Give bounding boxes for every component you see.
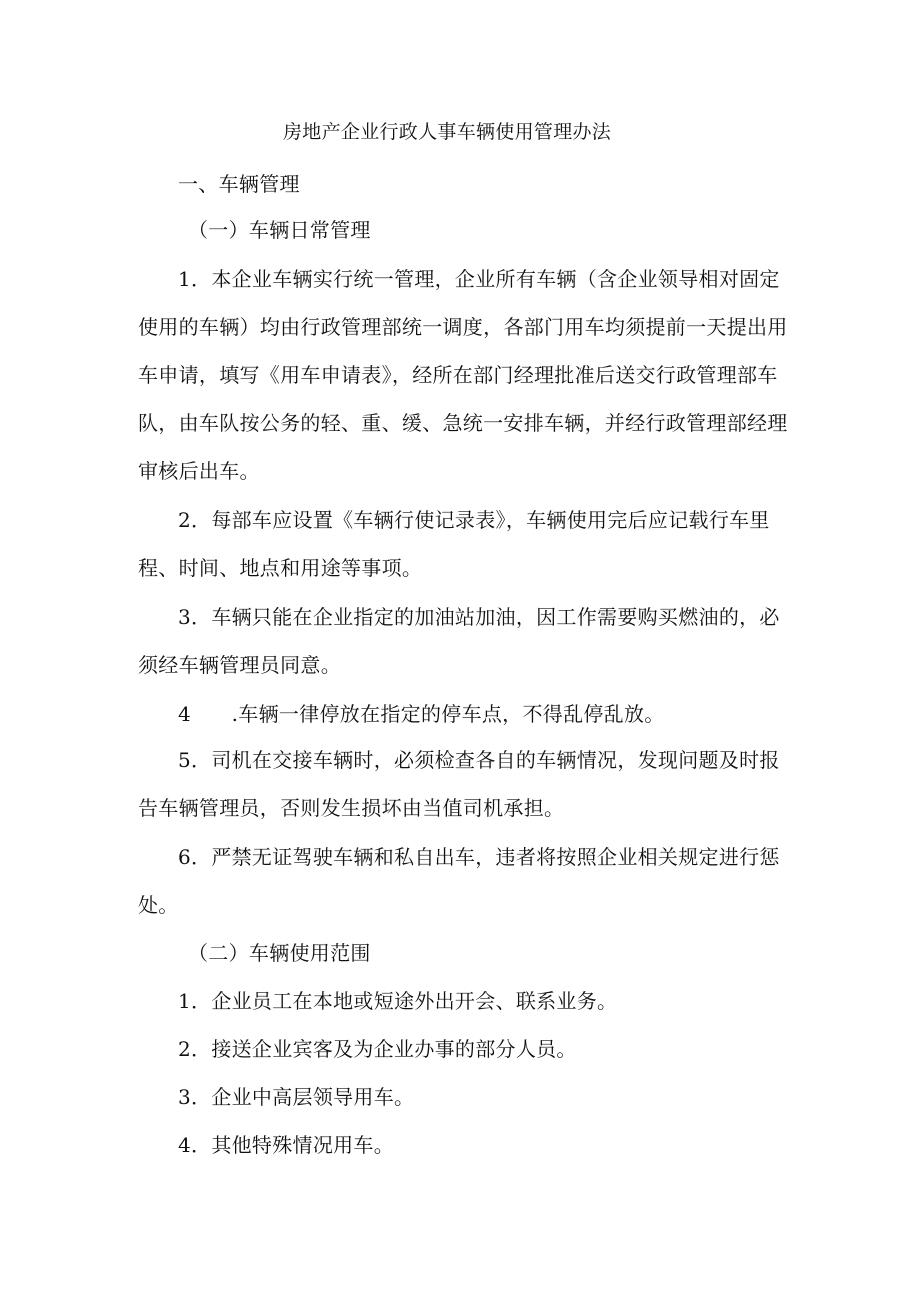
paragraph-line: 车申请，填写《用车申请表》，经所在部门经理批准后送交行政管理部车 xyxy=(138,363,778,387)
paragraph-line: 处。 xyxy=(138,893,179,917)
paragraph-line: 队，由车队按公务的轻、重、缓、急统一安排车辆，并经行政管理部经理 xyxy=(138,411,788,435)
paragraph-line: 3．车辆只能在企业指定的加油站加油，因工作需要购买燃油的，必 xyxy=(178,605,780,629)
list-item: 4．其他特殊情况用车。 xyxy=(178,1133,395,1157)
paragraph-line: 程、时间、地点和用途等事项。 xyxy=(138,556,423,580)
section-heading-vehicle-management: 一、车辆管理 xyxy=(178,172,300,196)
subsection-heading-usage-scope: （二）车辆使用范围 xyxy=(188,941,371,965)
paragraph-line: 2．每部车应设置《车辆行使记录表》，车辆使用完后应记载行车里 xyxy=(178,508,770,532)
paragraph-line: 5．司机在交接车辆时，必须检查各自的车辆情况，发现问题及时报 xyxy=(178,748,780,772)
paragraph-line: 审核后出车。 xyxy=(138,459,260,483)
paragraph-line: 6．严禁无证驾驶车辆和私自出车，违者将按照企业相关规定进行惩 xyxy=(178,845,780,869)
paragraph-line: 4 .车辆一律停放在指定的停车点，不得乱停乱放。 xyxy=(178,702,665,726)
paragraph-line: 使用的车辆）均由行政管理部统一调度，各部门用车均须提前一天提出用 xyxy=(138,315,788,339)
paragraph-line: 须经车辆管理员同意。 xyxy=(138,653,341,677)
paragraph-line: 告车辆管理员，否则发生损坏由当值司机承担。 xyxy=(138,796,565,820)
list-item: 1．企业员工在本地或短途外出开会、联系业务。 xyxy=(178,989,618,1013)
list-item: 2．接送企业宾客及为企业办事的部分人员。 xyxy=(178,1037,577,1061)
list-item: 3．企业中高层领导用车。 xyxy=(178,1085,415,1109)
subsection-heading-daily-management: （一）车辆日常管理 xyxy=(188,218,371,242)
paragraph-line: 1．本企业车辆实行统一管理，企业所有车辆（含企业领导相对固定 xyxy=(178,267,780,291)
document-title: 房地产企业行政人事车辆使用管理办法 xyxy=(283,121,612,143)
